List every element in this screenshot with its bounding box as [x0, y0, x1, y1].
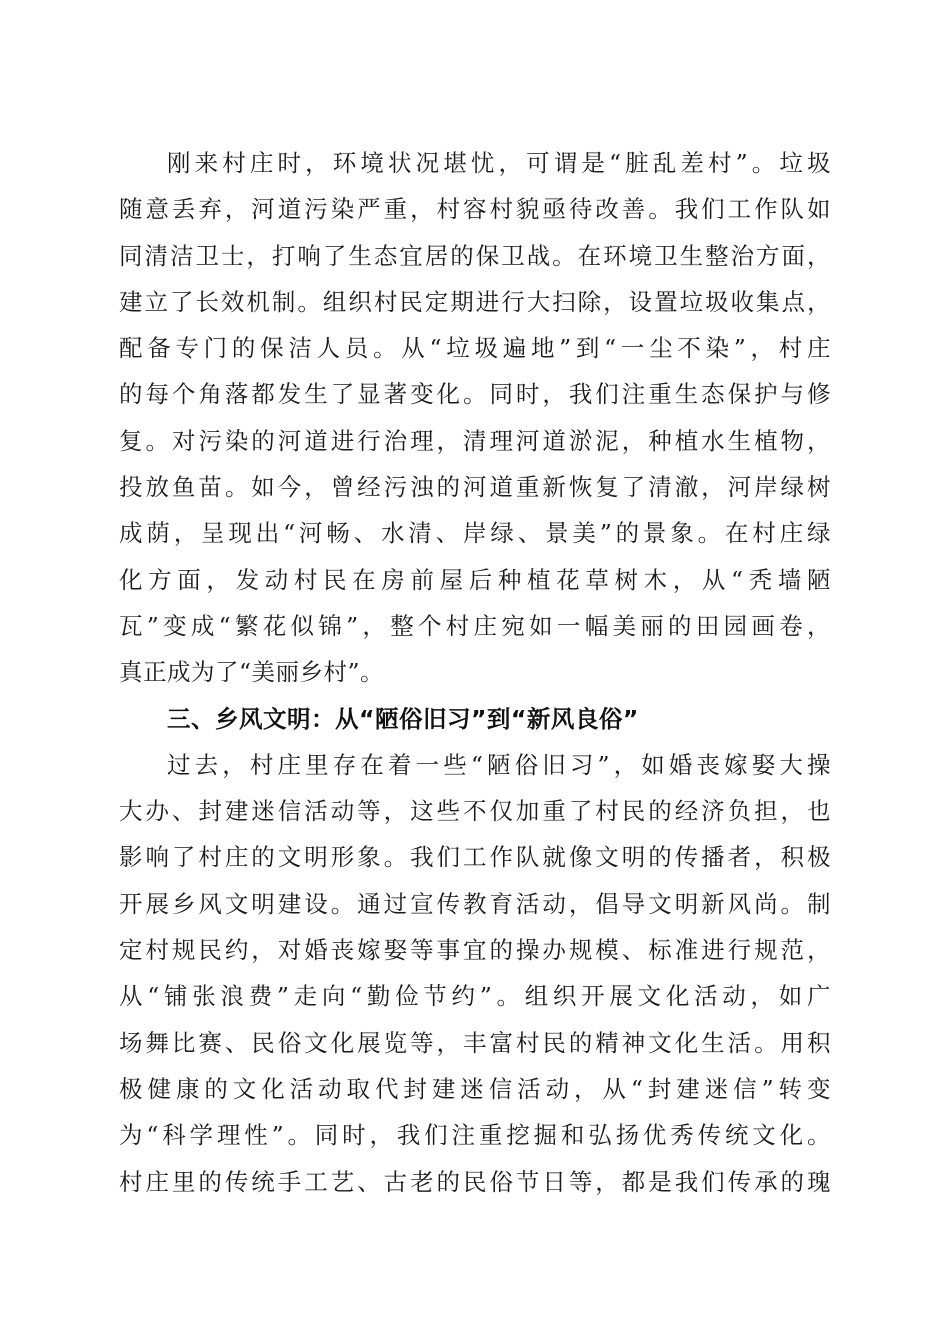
paragraph-line: 的每个角落都发生了显著变化。同时，我们注重生态保护与修	[119, 380, 831, 409]
paragraph-line: 同清洁卫士，打响了生态宜居的保卫战。在环境卫生整治方面，	[119, 241, 831, 270]
paragraph-line: 为“科学理性”。同时，我们注重挖掘和弘扬优秀传统文化。	[119, 1121, 831, 1150]
paragraph-line: 建立了长效机制。组织村民定期进行大扫除，设置垃圾收集点，	[119, 287, 831, 316]
paragraph-line: 定村规民约，对婚丧嫁娶等事宜的操办规模、标准进行规范，	[119, 936, 831, 965]
paragraph-line: 复。对污染的河道进行治理，清理河道淤泥，种植水生植物，	[119, 426, 831, 455]
document-body	[119, 140, 831, 1205]
paragraph-line: 过去，村庄里存在着一些“陋俗旧习”，如婚丧嫁娶大操	[167, 750, 831, 779]
paragraph-line: 投放鱼苗。如今，曾经污浊的河道重新恢复了清澈，河岸绿树	[119, 473, 831, 502]
paragraph-line: 刚来村庄时，环境状况堪忧，可谓是“脏乱差村”。垃圾	[167, 149, 831, 177]
paragraph-line: 配备专门的保洁人员。从“垃圾遍地”到“一尘不染”，村庄	[119, 334, 831, 363]
paragraph-line: 影响了村庄的文明形象。我们工作队就像文明的传播者，积极	[119, 843, 831, 872]
paragraph-environment	[119, 140, 831, 696]
paragraph-line: 从“铺张浪费”走向“勤俭节约”。组织开展文化活动，如广	[119, 982, 831, 1011]
paragraph-line: 瓦”变成“繁花似锦”，整个村庄宛如一幅美丽的田园画卷，	[119, 611, 831, 640]
paragraph-line: 村庄里的传统手工艺、古老的民俗节日等，都是我们传承的瑰	[119, 1167, 831, 1196]
paragraph-line: 化方面，发动村民在房前屋后种植花草树木，从“秃墙陋	[119, 565, 831, 594]
paragraph-line: 真正成为了“美丽乡村”。	[119, 658, 385, 687]
paragraph-line: 场舞比赛、民俗文化展览等，丰富村民的精神文化生活。用积	[119, 1028, 831, 1057]
paragraph-line: 极健康的文化活动取代封建迷信活动，从“封建迷信”转变	[119, 1074, 831, 1103]
paragraph-line: 大办、封建迷信活动等，这些不仅加重了村民的经济负担，也	[119, 797, 831, 826]
paragraph-line: 成荫，呈现出“河畅、水清、岸绿、景美”的景象。在村庄绿	[119, 519, 831, 548]
paragraph-line: 开展乡风文明建设。通过宣传教育活动，倡导文明新风尚。制	[119, 889, 831, 918]
section-heading: 三、乡风文明：从“陋俗旧习”到“新风良俗”	[167, 704, 639, 733]
paragraph-line: 随意丢弃，河道污染严重，村容村貌亟待改善。我们工作队如	[119, 195, 831, 224]
paragraph-civility	[119, 742, 831, 1205]
